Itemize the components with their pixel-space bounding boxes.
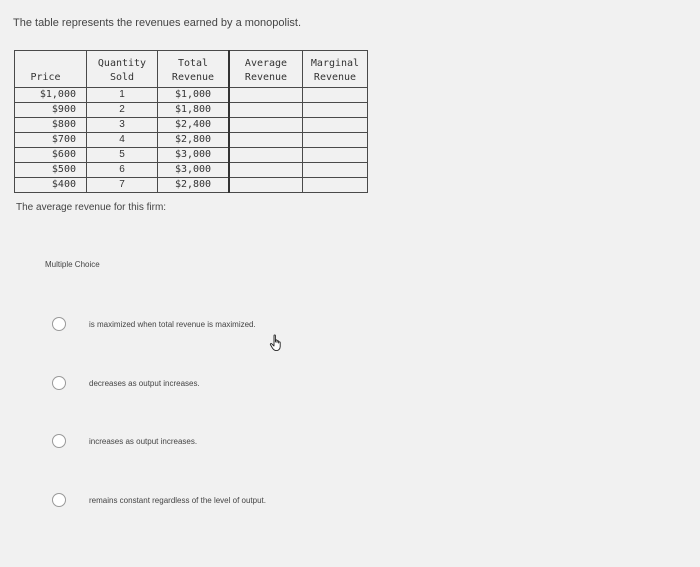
- cell-marginal-revenue: [303, 163, 368, 178]
- table-row: [15, 133, 368, 148]
- header-quantity-line1: Quantity: [97, 58, 147, 69]
- cell-price: $900: [15, 103, 87, 118]
- cell-price: $500: [15, 163, 87, 178]
- cell-quantity: 1: [87, 88, 158, 103]
- question-text: The average revenue for this firm:: [16, 202, 167, 213]
- table-header-row: [15, 51, 368, 88]
- header-quantity-line2: Sold: [109, 72, 135, 83]
- cell-average-revenue: [229, 178, 303, 193]
- cell-marginal-revenue: [303, 88, 368, 103]
- cell-average-revenue: [229, 163, 303, 178]
- header-total-line2: Revenue: [171, 72, 215, 83]
- cell-price: $400: [15, 178, 87, 193]
- cell-total-revenue: $2,800: [158, 178, 230, 193]
- header-average-line2: Revenue: [244, 72, 288, 83]
- option-text: remains constant regardless of the level of output.: [89, 495, 266, 505]
- option-4[interactable]: [52, 493, 266, 507]
- header-marginal-line2: Revenue: [313, 72, 357, 83]
- multiple-choice-label: Multiple Choice: [45, 260, 100, 269]
- header-marginal-revenue: [303, 51, 368, 88]
- cell-price: $1,000: [15, 88, 87, 103]
- table-row: [15, 88, 368, 103]
- option-text: increases as output increases.: [89, 436, 198, 446]
- option-2[interactable]: [52, 376, 200, 390]
- table-row: [15, 178, 368, 193]
- cell-quantity: 3: [87, 118, 158, 133]
- cell-quantity: 2: [87, 103, 158, 118]
- option-text: is maximized when total revenue is maximized.: [89, 319, 256, 329]
- radio-button[interactable]: [52, 317, 66, 331]
- radio-button[interactable]: [52, 493, 66, 507]
- header-price: [15, 51, 87, 88]
- cell-price: $700: [15, 133, 87, 148]
- cell-average-revenue: [229, 88, 303, 103]
- cell-total-revenue: $3,000: [158, 163, 230, 178]
- header-average-revenue: [229, 51, 303, 88]
- header-average-line1: Average: [244, 58, 288, 69]
- header-price-line1: Price: [30, 72, 61, 83]
- option-1[interactable]: [52, 317, 256, 331]
- cell-marginal-revenue: [303, 133, 368, 148]
- cell-quantity: 6: [87, 163, 158, 178]
- hand-pointer-icon: [269, 334, 283, 352]
- cell-total-revenue: $3,000: [158, 148, 230, 163]
- cell-average-revenue: [229, 118, 303, 133]
- table-row: [15, 103, 368, 118]
- cell-price: $800: [15, 118, 87, 133]
- cell-quantity: 7: [87, 178, 158, 193]
- cell-average-revenue: [229, 133, 303, 148]
- header-quantity-sold: [87, 51, 158, 88]
- table-row: [15, 148, 368, 163]
- cell-total-revenue: $1,800: [158, 103, 230, 118]
- option-3[interactable]: [52, 434, 197, 448]
- header-marginal-line1: Marginal: [310, 58, 360, 69]
- cell-average-revenue: [229, 148, 303, 163]
- cell-total-revenue: $2,400: [158, 118, 230, 133]
- intro-text: The table represents the revenues earned by a monopolist.: [13, 17, 302, 29]
- cell-marginal-revenue: [303, 103, 368, 118]
- cell-marginal-revenue: [303, 118, 368, 133]
- header-total-revenue: [158, 51, 230, 88]
- cell-quantity: 4: [87, 133, 158, 148]
- cell-total-revenue: $2,800: [158, 133, 230, 148]
- cell-marginal-revenue: [303, 178, 368, 193]
- cell-quantity: 5: [87, 148, 158, 163]
- cell-total-revenue: $1,000: [158, 88, 230, 103]
- revenue-table: [14, 50, 368, 193]
- cell-average-revenue: [229, 103, 303, 118]
- radio-button[interactable]: [52, 434, 66, 448]
- cell-marginal-revenue: [303, 148, 368, 163]
- header-total-line1: Total: [177, 58, 209, 69]
- cell-price: $600: [15, 148, 87, 163]
- radio-button[interactable]: [52, 376, 66, 390]
- option-text: decreases as output increases.: [89, 378, 200, 388]
- table-row: [15, 163, 368, 178]
- table-row: [15, 118, 368, 133]
